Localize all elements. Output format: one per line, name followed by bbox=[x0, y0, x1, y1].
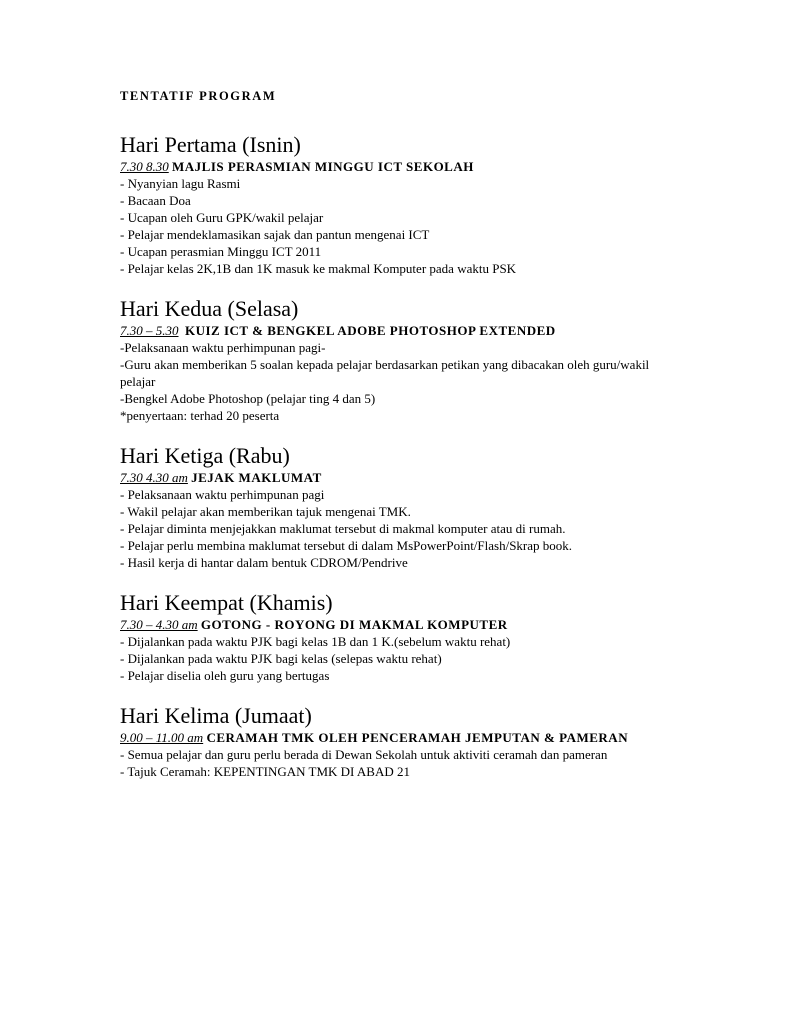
list-item: -Guru akan memberikan 5 soalan kepada pelajar berdasarkan petikan yang dibacakan oleh guru/wakil pelajar bbox=[120, 357, 650, 389]
list-item: - Dijalankan pada waktu PJK bagi kelas 1B dan 1 K.(sebelum waktu rehat) bbox=[120, 634, 511, 649]
list-item: - Pelajar mendeklamasikan sajak dan pantun mengenai ICT bbox=[120, 227, 430, 242]
list-item: - Pelajar diminta menjejakkan maklumat tersebut di makmal komputer atau di rumah. bbox=[120, 521, 566, 536]
session-line bbox=[120, 322, 680, 339]
day-heading: Hari Kelima (Jumaat) bbox=[120, 703, 312, 728]
session-title: JEJAK MAKLUMAT bbox=[191, 470, 322, 485]
session-title: MAJLIS PERASMIAN MINGGU ICT SEKOLAH bbox=[172, 159, 474, 174]
list-item: - Ucapan perasmian Minggu ICT 2011 bbox=[120, 244, 322, 259]
list-item: - Wakil pelajar akan memberikan tajuk mengenai TMK. bbox=[120, 504, 411, 519]
list-item: - Pelajar kelas 2K,1B dan 1K masuk ke makmal Komputer pada waktu PSK bbox=[120, 261, 517, 276]
day-section-1 bbox=[120, 132, 680, 277]
list-item: - Hasil kerja di hantar dalam bentuk CDROM/Pendrive bbox=[120, 555, 408, 570]
list-item: - Pelajar perlu membina maklumat tersebut di dalam MsPowerPoint/Flash/Skrap book. bbox=[120, 538, 573, 553]
list-item: - Ucapan oleh Guru GPK/wakil pelajar bbox=[120, 210, 324, 225]
document-title: TENTATIF PROGRAM bbox=[120, 89, 277, 103]
day-heading: Hari Keempat (Khamis) bbox=[120, 590, 333, 615]
session-title: CERAMAH TMK OLEH PENCERAMAH JEMPUTAN & PAMERAN bbox=[206, 730, 629, 745]
session-time: 7.30 4.30 am bbox=[120, 470, 188, 485]
day-section-5 bbox=[120, 703, 680, 780]
list-item: - Tajuk Ceramah: KEPENTINGAN TMK DI ABAD 21 bbox=[120, 764, 410, 779]
day-section-2 bbox=[120, 296, 680, 424]
day-heading: Hari Kedua (Selasa) bbox=[120, 296, 299, 321]
list-item: -Bengkel Adobe Photoshop (pelajar ting 4 dan 5) bbox=[120, 391, 376, 406]
session-time: 9.00 – 11.00 am bbox=[120, 730, 204, 745]
session-time: 7.30 – 5.30 bbox=[120, 323, 179, 338]
list-item: - Dijalankan pada waktu PJK bagi kelas (selepas waktu rehat) bbox=[120, 651, 442, 666]
document-page bbox=[120, 88, 680, 780]
session-title: KUIZ ICT & BENGKEL ADOBE PHOTOSHOP EXTENDED bbox=[185, 323, 556, 338]
session-line bbox=[120, 729, 680, 746]
list-item: -Pelaksanaan waktu perhimpunan pagi- bbox=[120, 340, 326, 355]
session-line bbox=[120, 469, 680, 486]
day-section-4 bbox=[120, 590, 680, 684]
list-item: - Semua pelajar dan guru perlu berada di Dewan Sekolah untuk aktiviti ceramah dan pameran bbox=[120, 747, 608, 762]
session-line bbox=[120, 158, 680, 175]
session-time: 7.30 – 4.30 am bbox=[120, 617, 198, 632]
day-heading: Hari Pertama (Isnin) bbox=[120, 132, 301, 157]
list-item: *penyertaan: terhad 20 peserta bbox=[120, 408, 280, 423]
day-section-3 bbox=[120, 443, 680, 571]
list-item: - Nyanyian lagu Rasmi bbox=[120, 176, 241, 191]
list-item: - Pelajar diselia oleh guru yang bertugas bbox=[120, 668, 330, 683]
list-item: - Pelaksanaan waktu perhimpunan pagi bbox=[120, 487, 325, 502]
list-item: - Bacaan Doa bbox=[120, 193, 191, 208]
session-time: 7.30 8.30 bbox=[120, 159, 169, 174]
session-line bbox=[120, 616, 680, 633]
day-heading: Hari Ketiga (Rabu) bbox=[120, 443, 290, 468]
session-title: GOTONG - ROYONG DI MAKMAL KOMPUTER bbox=[200, 617, 508, 632]
